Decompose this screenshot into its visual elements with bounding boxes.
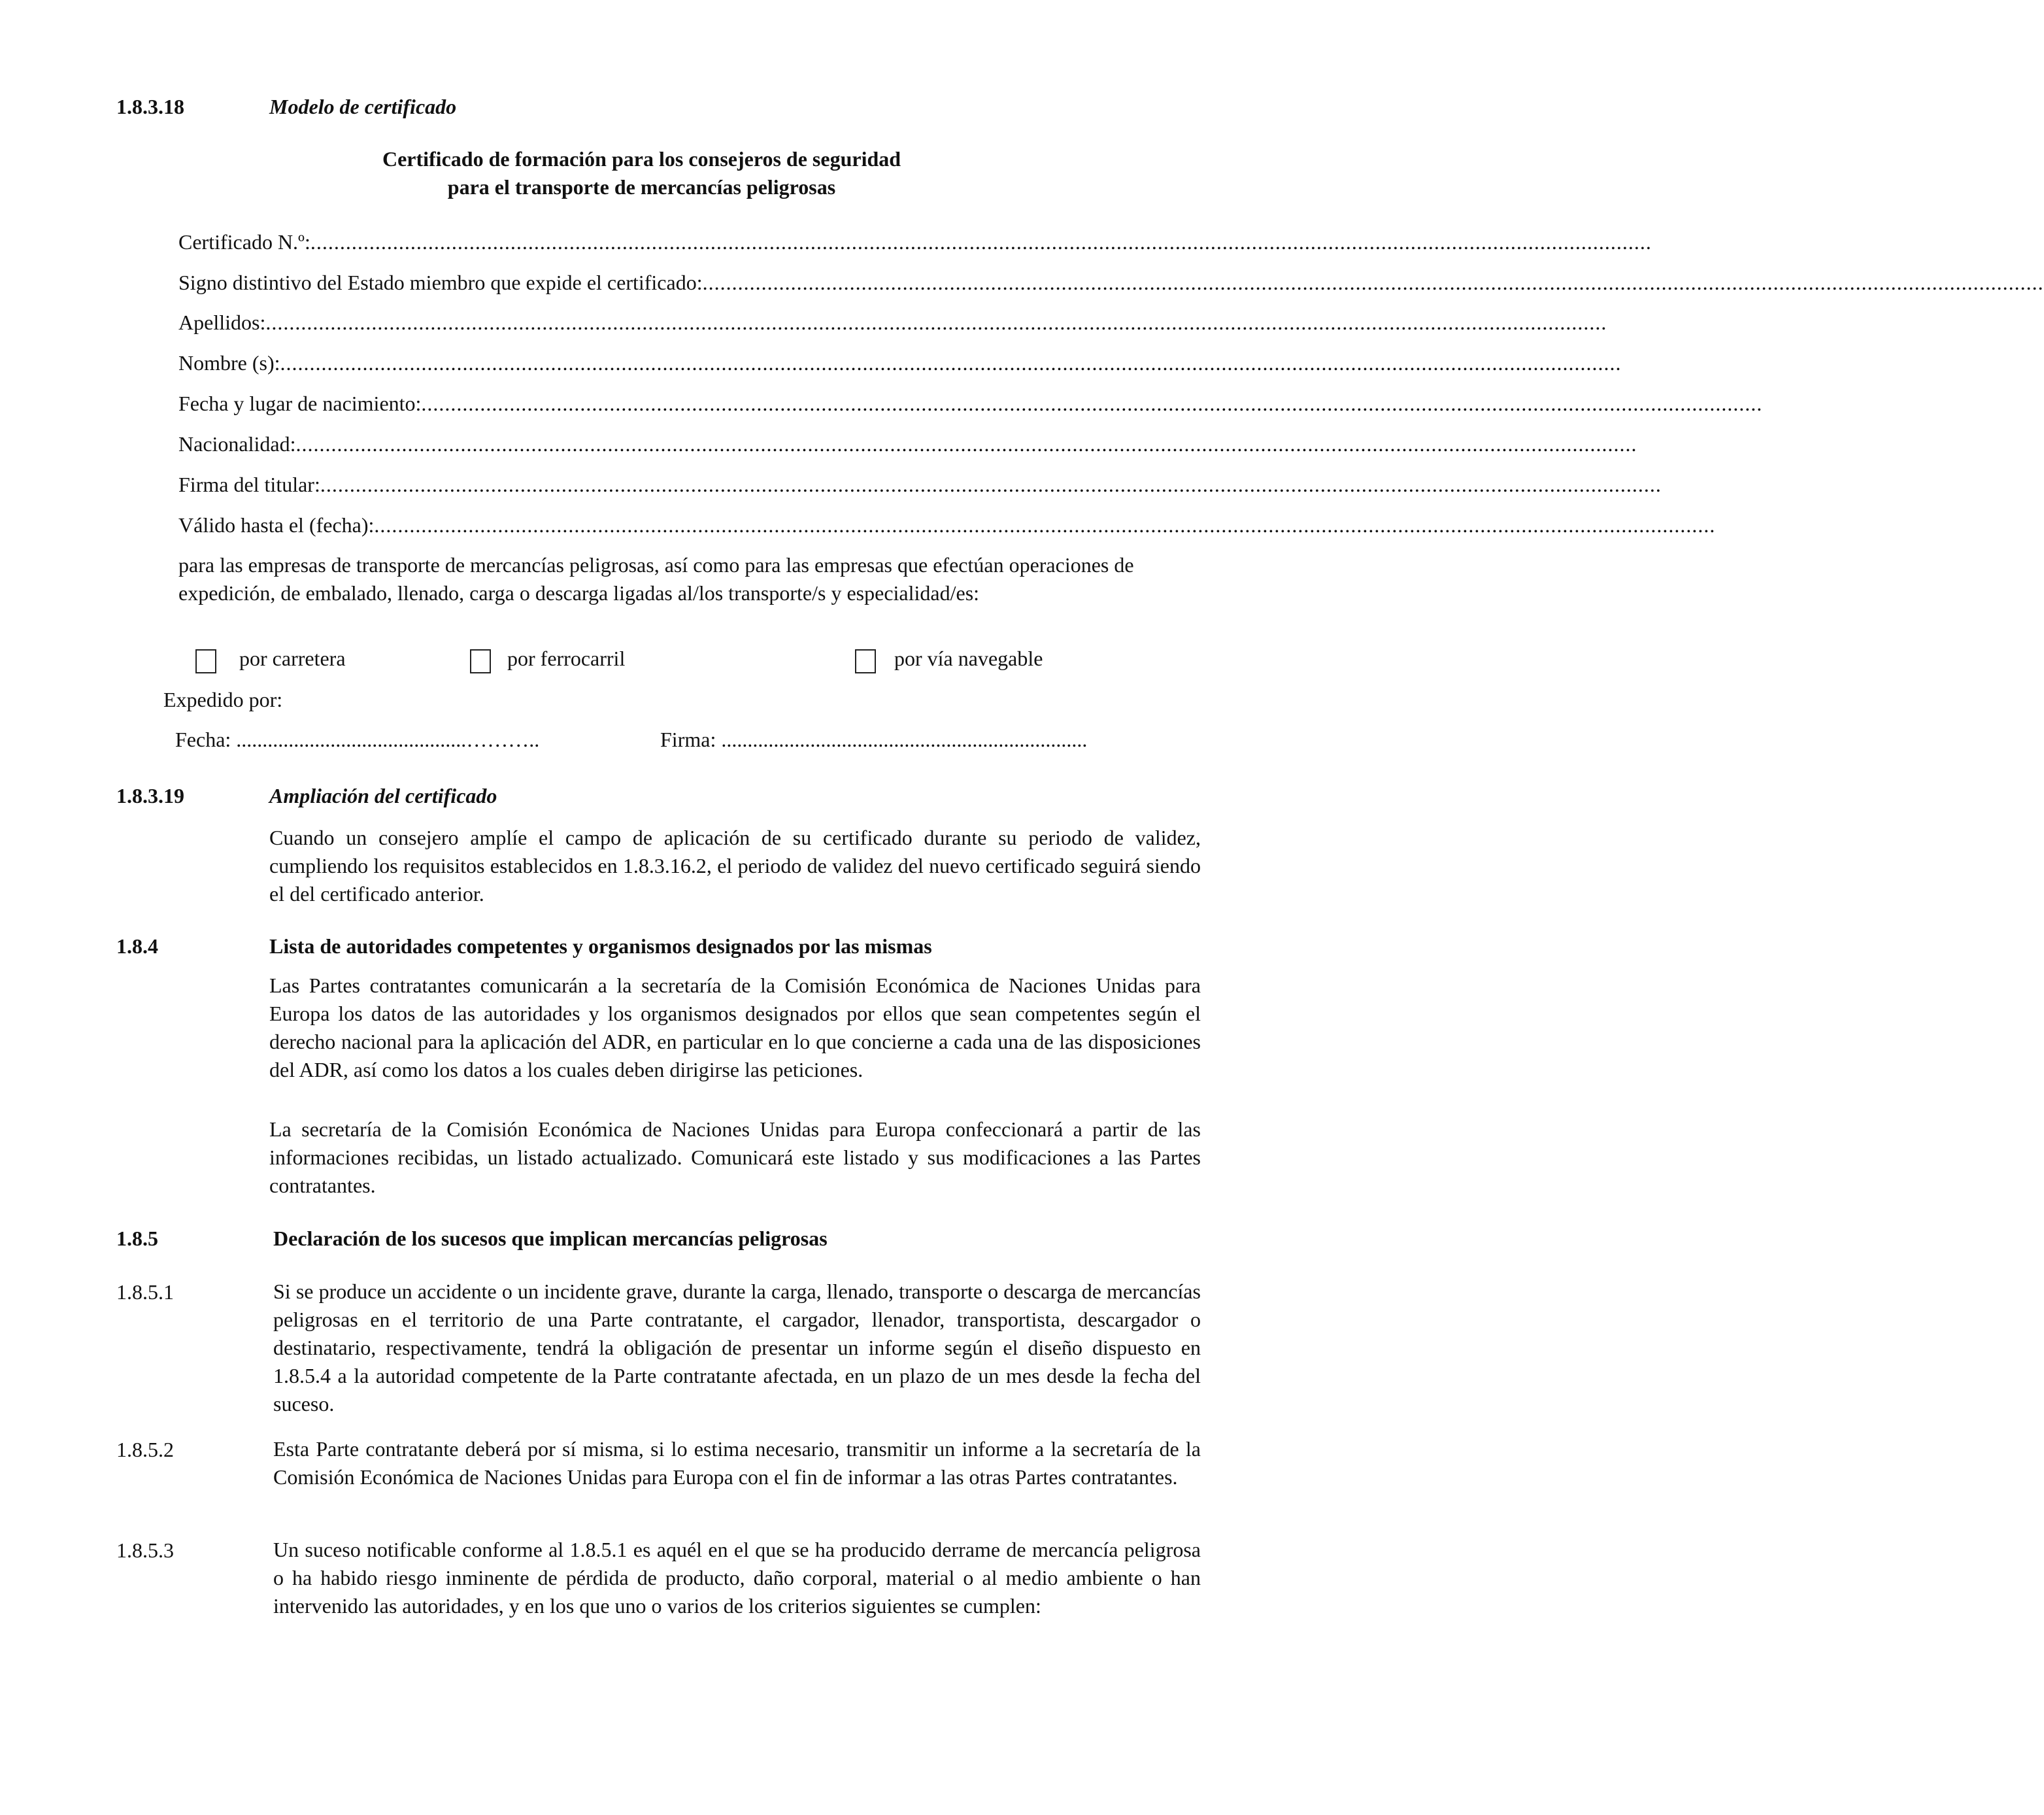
empresas-text: para las empresas de transporte de mercancías peligrosas, así como para las empresas que efectúan operaciones de expedición, de embalado, llenado, carga o descarga ligadas al/los transporte/s y especialidad/es: — [178, 553, 1134, 605]
paragraph-1-8-5-2: Esta Parte contratante deberá por sí misma, si lo estima necesario, transmitir un informe a la secretaría de la Comisión Económica de Naciones Unidas para Europa con el fin de informar a las otras Partes contratantes. — [273, 1437, 1201, 1489]
checkbox-por-ferrocarril[interactable] — [470, 649, 491, 673]
checkbox-label-por-ferrocarril: por ferrocarril — [507, 647, 626, 670]
lista-autoridades-paragraph-1: Las Partes contratantes comunicarán a la secretaría de la Comisión Económica de Naciones Unidas para Europa los datos de las autoridades y los organismos designados por ellos que sean competentes según el derecho nacional para la aplicación del ADR, en particular en lo que concierne a cada una de las disposiciones del ADR, así como los datos a los cuales deben dirigirse las peticiones. — [269, 974, 1201, 1081]
field-valido-hasta — [178, 511, 1716, 539]
checkbox-label-por-via-navegable: por vía navegable — [894, 647, 1043, 670]
field-nombre — [178, 348, 1622, 377]
paragraph-number-1-8-5-1: 1.8.5.1 — [116, 1280, 174, 1304]
field-signo-distintivo — [178, 268, 2044, 297]
ampliacion-text: Cuando un consejero amplíe el campo de aplicación de su certificado durante su periodo de validez, cumpliendo los requisitos establecidos en 1.8.3.16.2, el periodo de validez del nuevo certificado seguirá siendo el del certificado anterior. — [269, 826, 1201, 906]
section-title-ampliacion: Ampliación del certificado — [269, 784, 497, 807]
dotted-fill-line: .................................................................................................................................................................................................................................... — [374, 513, 1716, 537]
field-apellidos — [178, 308, 1607, 337]
certificate-title-line-1: Certificado de formación para los consejeros de seguridad — [382, 147, 901, 171]
field-label: Firma del titular: — [178, 473, 320, 496]
expedido-por-label: Expedido por: — [163, 688, 283, 711]
section-title-lista-autoridades: Lista de autoridades competentes y organismos designados por las mismas — [269, 934, 932, 958]
firma-field: Firma: ...................................................................... — [660, 728, 1088, 751]
field-label: Válido hasta el (fecha): — [178, 513, 375, 537]
dotted-fill-line: .................................................................................................................................................................................................................................... — [310, 230, 1652, 254]
field-certificado-numero — [178, 228, 1652, 256]
paragraph-1-8-5-1: Si se produce un accidente o un incidente grave, durante la carga, llenado, transporte o descarga de mercancías peligrosas en el territorio de una Parte contratante, el cargador, llenador, transportista, descargador o destinatario, respectivamente, tendrá la obligación de presentar un informe según el diseño dispuesto en 1.8.5.4 a la autoridad competente de la Parte contratante afectada, en un plazo de un mes desde la fecha del suceso. — [273, 1280, 1201, 1416]
section-number-1-8-3-19: 1.8.3.19 — [116, 784, 184, 807]
dotted-fill-line: .................................................................................................................................................................................................................................... — [265, 311, 1607, 334]
field-label: Apellidos: — [178, 311, 266, 334]
dotted-fill-line: .................................................................................................................................................................................................................................... — [421, 392, 1763, 415]
section-number-1-8-5: 1.8.5 — [116, 1227, 158, 1250]
field-label: Nombre (s): — [178, 351, 280, 375]
section-number-1-8-4: 1.8.4 — [116, 934, 158, 958]
section-title-declaracion-sucesos: Declaración de los sucesos que implican mercancías peligrosas — [273, 1227, 828, 1250]
checkbox-label-por-carretera: por carretera — [239, 647, 346, 670]
dotted-fill-line: .................................................................................................................................................................................................................................... — [295, 432, 1637, 456]
dotted-fill-line: .................................................................................................................................................................................................................................... — [320, 473, 1662, 496]
paragraph-1-8-5-3: Un suceso notificable conforme al 1.8.5.1 es aquél en el que se ha producido derrame de mercancía peligrosa o ha habido riesgo inminente de pérdida de producto, daño corporal, material o al medio ambiente o han intervenido las autoridades, y en los que uno o varios de los criterios siguientes se cumplen: — [273, 1538, 1201, 1618]
field-label: Certificado N.º: — [178, 230, 310, 254]
fecha-field: Fecha: ............................................……….. — [175, 728, 540, 751]
dotted-fill-line: .................................................................................................................................................................................................................................... — [702, 271, 2044, 294]
section-number-1-8-3-18: 1.8.3.18 — [116, 95, 184, 118]
field-label: Fecha y lugar de nacimiento: — [178, 392, 422, 415]
checkbox-por-carretera[interactable] — [195, 649, 216, 673]
lista-autoridades-paragraph-2: La secretaría de la Comisión Económica de Naciones Unidas para Europa confeccionará a partir de las informaciones recibidas, un listado actualizado. Comunicará este listado y sus modificaciones a las Partes contratantes. — [269, 1117, 1201, 1197]
paragraph-number-1-8-5-2: 1.8.5.2 — [116, 1438, 174, 1461]
dotted-fill-line: .................................................................................................................................................................................................................................... — [280, 351, 1622, 375]
field-label: Signo distintivo del Estado miembro que expide el certificado: — [178, 271, 703, 294]
paragraph-number-1-8-5-3: 1.8.5.3 — [116, 1538, 174, 1562]
field-nacionalidad — [178, 430, 1637, 458]
field-label: Nacionalidad: — [178, 432, 296, 456]
checkbox-por-via-navegable[interactable] — [855, 649, 876, 673]
section-title-modelo-de-certificado: Modelo de certificado — [269, 95, 457, 118]
certificate-title-line-2: para el transporte de mercancías peligrosas — [447, 175, 836, 199]
field-firma-titular — [178, 470, 1662, 499]
field-fecha-lugar-nacimiento — [178, 389, 1763, 418]
